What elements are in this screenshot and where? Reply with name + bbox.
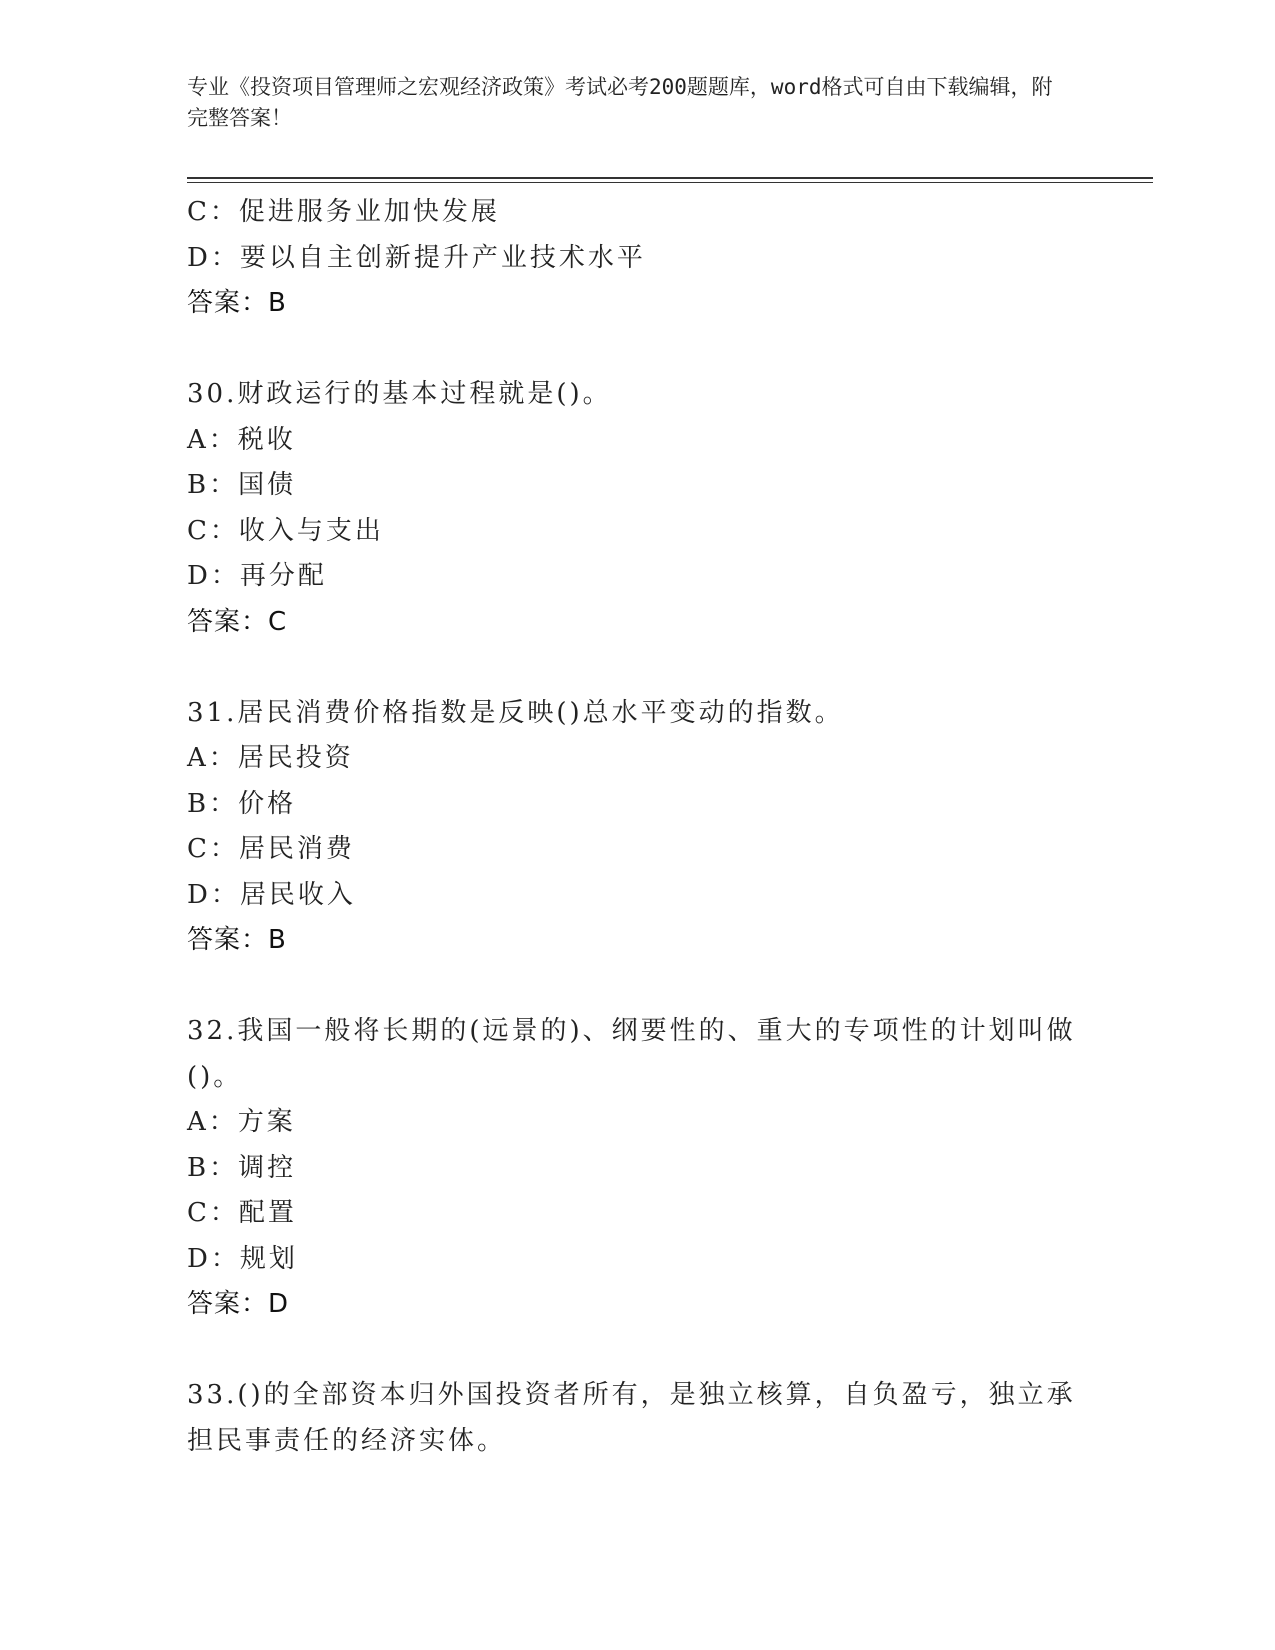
option-a: A：税收 bbox=[187, 424, 296, 455]
option-c: C：居民消费 bbox=[187, 834, 355, 864]
question-stem: 33.()的全部资本归外国投资者所有，是独立核算，自负盈亏，独立承担民事责任的经济实体。 bbox=[187, 1380, 1076, 1456]
answer-line: 答案：C bbox=[187, 606, 288, 637]
question-stem: 31.居民消费价格指数是反映()总水平变动的指数。 bbox=[187, 697, 844, 728]
answer-line: 答案：D bbox=[187, 1289, 290, 1319]
question-29-tail bbox=[187, 190, 1087, 327]
spacer bbox=[187, 327, 1087, 373]
option-d: D：规划 bbox=[187, 1243, 298, 1274]
option-b: B：国债 bbox=[187, 470, 297, 500]
option-c: C：促进服务业加快发展 bbox=[187, 197, 500, 227]
header-rule-thin bbox=[187, 182, 1153, 183]
question-32 bbox=[187, 1009, 1087, 1328]
question-stem: 32.我国一般将长期的(远景的)、纲要性的、重大的专项性的计划叫做()。 bbox=[187, 1016, 1076, 1092]
option-c: C：配置 bbox=[187, 1198, 297, 1228]
option-a: A：方案 bbox=[187, 1107, 296, 1137]
option-d: D：居民收入 bbox=[187, 879, 356, 910]
option-a: A：居民投资 bbox=[187, 743, 354, 773]
question-stem: 30.财政运行的基本过程就是()。 bbox=[187, 379, 612, 409]
option-d: D：要以自主创新提升产业技术水平 bbox=[187, 242, 646, 273]
header-rule-thick bbox=[187, 177, 1153, 179]
spacer bbox=[187, 645, 1087, 691]
document-header: 专业《投资项目管理师之宏观经济政策》考试必考200题题库，word格式可自由下载编辑，附完整答案！ bbox=[187, 75, 1053, 130]
answer-line: 答案：B bbox=[187, 288, 287, 318]
option-c: C：收入与支出 bbox=[187, 515, 384, 546]
spacer bbox=[187, 964, 1087, 1010]
answer-line: 答案：B bbox=[187, 925, 287, 955]
option-b: B：价格 bbox=[187, 788, 297, 819]
option-b: B：调控 bbox=[187, 1152, 297, 1183]
question-content bbox=[187, 190, 1087, 1464]
question-30 bbox=[187, 372, 1087, 645]
question-33 bbox=[187, 1373, 1087, 1464]
spacer bbox=[187, 1328, 1087, 1374]
option-d: D：再分配 bbox=[187, 561, 327, 591]
question-31 bbox=[187, 691, 1087, 964]
